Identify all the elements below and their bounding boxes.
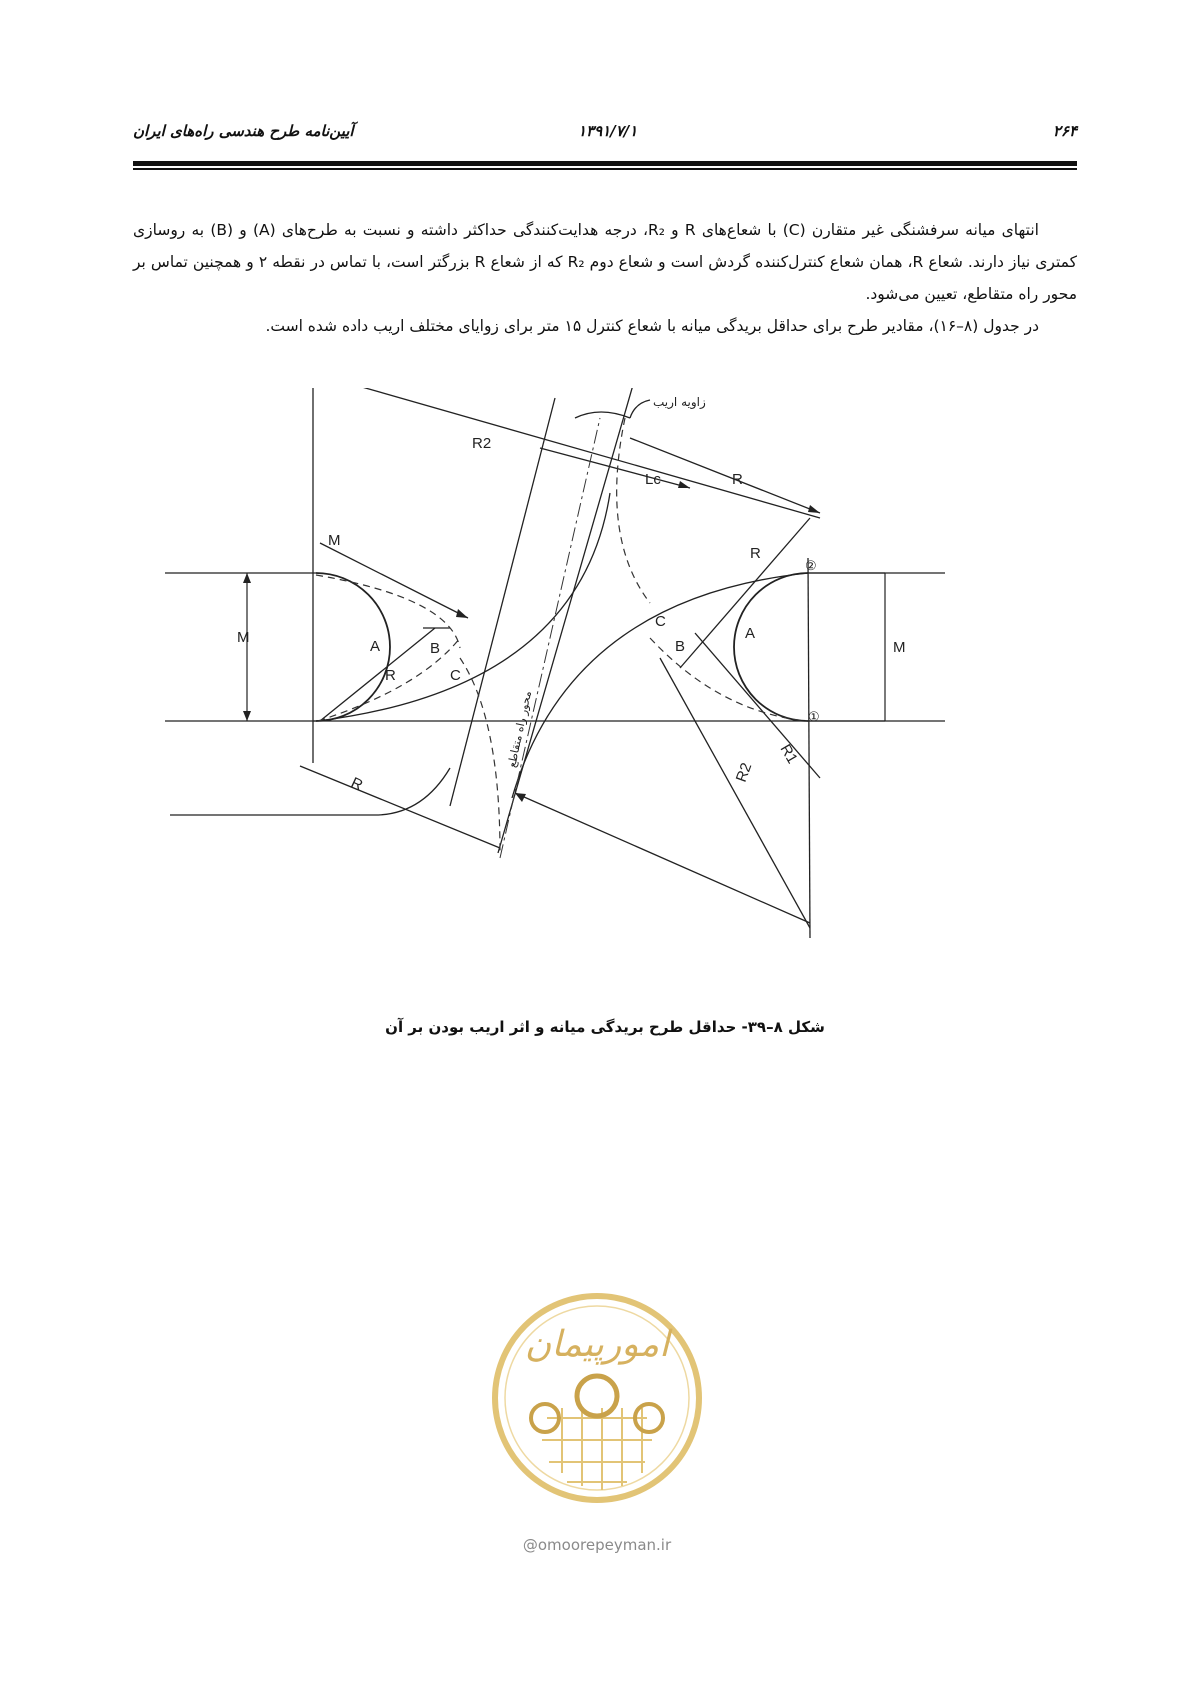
r1-line — [695, 633, 820, 778]
book-title: آیین‌نامه طرح هندسی راه‌های ایران — [133, 122, 354, 140]
right-vertical-line — [808, 558, 810, 938]
label-r1: R1 — [776, 741, 801, 767]
label-b-right: B — [675, 638, 686, 655]
label-r-top: R — [732, 471, 743, 488]
label-r-bottom: R — [348, 774, 366, 795]
label-r-left: R — [385, 667, 396, 684]
skew-angle-arc — [575, 412, 630, 418]
arrow-m-top — [456, 609, 468, 618]
r2-dimension-bottom — [515, 793, 810, 923]
r-radial-right — [680, 518, 810, 668]
label-r2-top: R2 — [472, 435, 492, 452]
median-opening-diagram — [160, 388, 1040, 958]
label-c-left: C — [450, 667, 461, 684]
header-rule-thick — [133, 161, 1077, 166]
b-curve-right-dashed — [650, 638, 808, 721]
figure-caption: شکل ۸–۳۹- حداقل طرح بریدگی میانه و اثر اریب بودن بر آن — [385, 1018, 825, 1036]
label-b-left: B — [430, 640, 441, 657]
label-r2-bottom: R2 — [732, 760, 756, 785]
label-c-right: C — [655, 613, 666, 630]
label-point-1: ① — [808, 709, 820, 724]
b-curve-left-dashed — [316, 575, 460, 648]
crossroad-edge-right — [498, 388, 635, 853]
arrow-lc — [678, 481, 690, 488]
label-skew-angle: زاویه اریب — [653, 395, 706, 409]
logo-gear-center — [577, 1376, 617, 1416]
label-m-right: M — [893, 639, 906, 656]
arrow-r-top — [808, 505, 820, 513]
body-text — [133, 214, 1077, 342]
website-watermark: @omoorepeyman.ir — [522, 1536, 672, 1554]
right-semicircle-a — [734, 573, 808, 721]
label-crossroad-axis: محور راه متقاطع — [505, 689, 535, 769]
label-m-left: M — [237, 629, 250, 646]
label-lc: Lc — [645, 471, 661, 488]
r-dimension-bottom — [300, 766, 500, 848]
crossroad-rounded-corner — [170, 768, 450, 815]
page-number: ۲۶۴ — [1052, 122, 1077, 140]
page-header — [133, 118, 1077, 142]
paragraph-1: انتهای میانه سرفشنگی غیر متقارن (C) با شعاع‌های R و R₂، درجه هدایت‌کنندگی حداکثر داشته و نسبت به طرح‌های (A) و (B) به روسازی کمتری نیاز دارند. شعاع R، همان شعاع کنترل‌کننده گردش است و شعاع دوم R₂ که از شعاع R بزرگتر است، با تماس در نقطه ۲ و همچنین تماس بر محور راه متقاطع، تعیین می‌شود. — [133, 221, 1077, 303]
label-a-right: A — [745, 625, 756, 642]
header-rule-thin — [133, 168, 1077, 170]
label-point-2: ② — [805, 558, 817, 573]
skew-angle-leader — [630, 400, 650, 418]
logo-calligraphy: امورپیمان — [524, 1324, 670, 1365]
paragraph-2: در جدول (۸–۱۶)، مقادیر طرح برای حداقل بریدگی میانه با شعاع کنترل ۱۵ متر برای زوایای مختلف اریب داده شده است. — [265, 317, 1039, 335]
r2-line-top — [313, 388, 820, 518]
crossroad-edge-left — [450, 398, 555, 806]
label-r-diag: R — [750, 545, 761, 562]
header-date: ۱۳۹۱/۷/۱ — [578, 122, 638, 140]
lc-dimension — [540, 448, 690, 488]
c-curve-right-dashed-upper — [617, 418, 650, 603]
label-a-left: A — [370, 638, 381, 655]
r2-radial-right — [660, 658, 810, 928]
label-m-top: M — [328, 532, 341, 549]
c-curve-right — [512, 573, 808, 798]
omoorepeyman-logo — [487, 1268, 707, 1528]
